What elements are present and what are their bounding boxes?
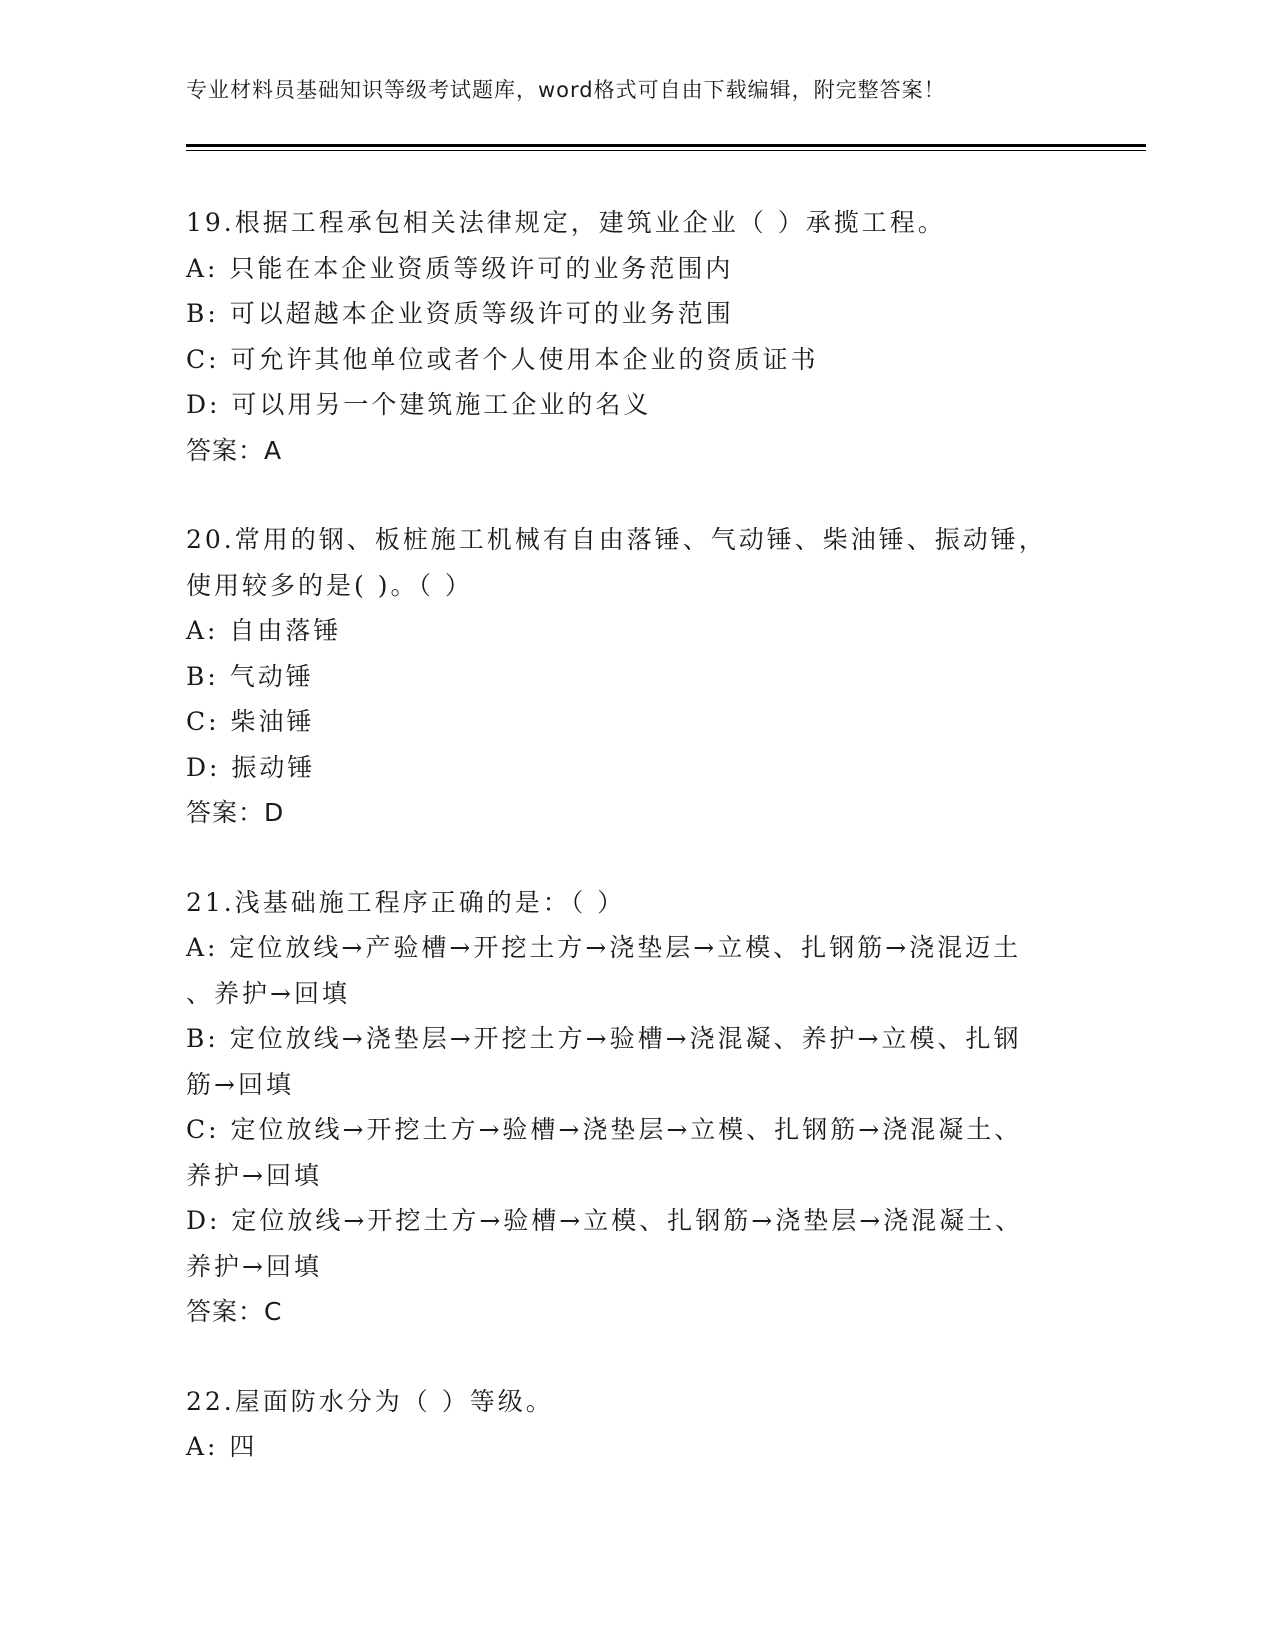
option-b: B: 气动锤: [186, 661, 314, 691]
question-22: [186, 1379, 1066, 1470]
answer: 答案：D: [186, 798, 285, 827]
option-b: B: 定位放线→浇垫层→开挖土方→验槽→浇混凝、养护→立模、扎钢: [186, 1024, 1022, 1053]
question-stem-continued: 使用较多的是( )。（ ）: [186, 570, 473, 600]
option-a: A: 自由落锤: [186, 616, 342, 645]
option-d: D: 定位放线→开挖土方→验槽→立模、扎钢筋→浇垫层→浇混凝土、: [186, 1206, 1024, 1235]
option-c-continued: 养护→回填: [186, 1160, 322, 1190]
page-header: 专业材料员基础知识等级考试题库，word格式可自由下载编辑，附完整答案！: [186, 78, 946, 102]
option-d: D: 可以用另一个建筑施工企业的名义: [186, 390, 652, 419]
question-21: [186, 880, 1066, 1335]
option-a: A: 定位放线→产验槽→开挖土方→浇垫层→立模、扎钢筋→浇混迈土: [186, 933, 1022, 962]
option-d: D: 振动锤: [186, 752, 316, 782]
header-rule-thin: [186, 150, 1146, 151]
option-c: C: 定位放线→开挖土方→验槽→浇垫层→立模、扎钢筋→浇混凝土、: [186, 1115, 1023, 1144]
question-19: [186, 200, 1066, 473]
header-rule-thick: [186, 144, 1146, 147]
question-stem: 22.屋面防水分为（ ）等级。: [186, 1386, 554, 1416]
option-a: A: 只能在本企业资质等级许可的业务范围内: [186, 253, 734, 283]
option-c: C: 可允许其他单位或者个人使用本企业的资质证书: [186, 344, 819, 374]
question-stem: 19.根据工程承包相关法律规定，建筑业企业（ ）承揽工程。: [186, 208, 946, 237]
question-stem: 21.浅基础施工程序正确的是：（ ）: [186, 887, 626, 917]
option-b-continued: 筋→回填: [186, 1069, 294, 1099]
option-a-continued: 、养护→回填: [186, 978, 350, 1008]
question-stem: 20.常用的钢、板桩施工机械有自由落锤、气动锤、柴油锤、振动锤，: [186, 525, 1047, 554]
option-c: C: 柴油锤: [186, 707, 315, 736]
answer: 答案：C: [186, 1297, 283, 1326]
answer: 答案：A: [186, 435, 283, 465]
option-a: A: 四: [186, 1432, 258, 1461]
option-b: B: 可以超越本企业资质等级许可的业务范围: [186, 299, 734, 328]
question-20: [186, 517, 1066, 836]
question-list: [186, 200, 1066, 1514]
option-d-continued: 养护→回填: [186, 1251, 322, 1281]
